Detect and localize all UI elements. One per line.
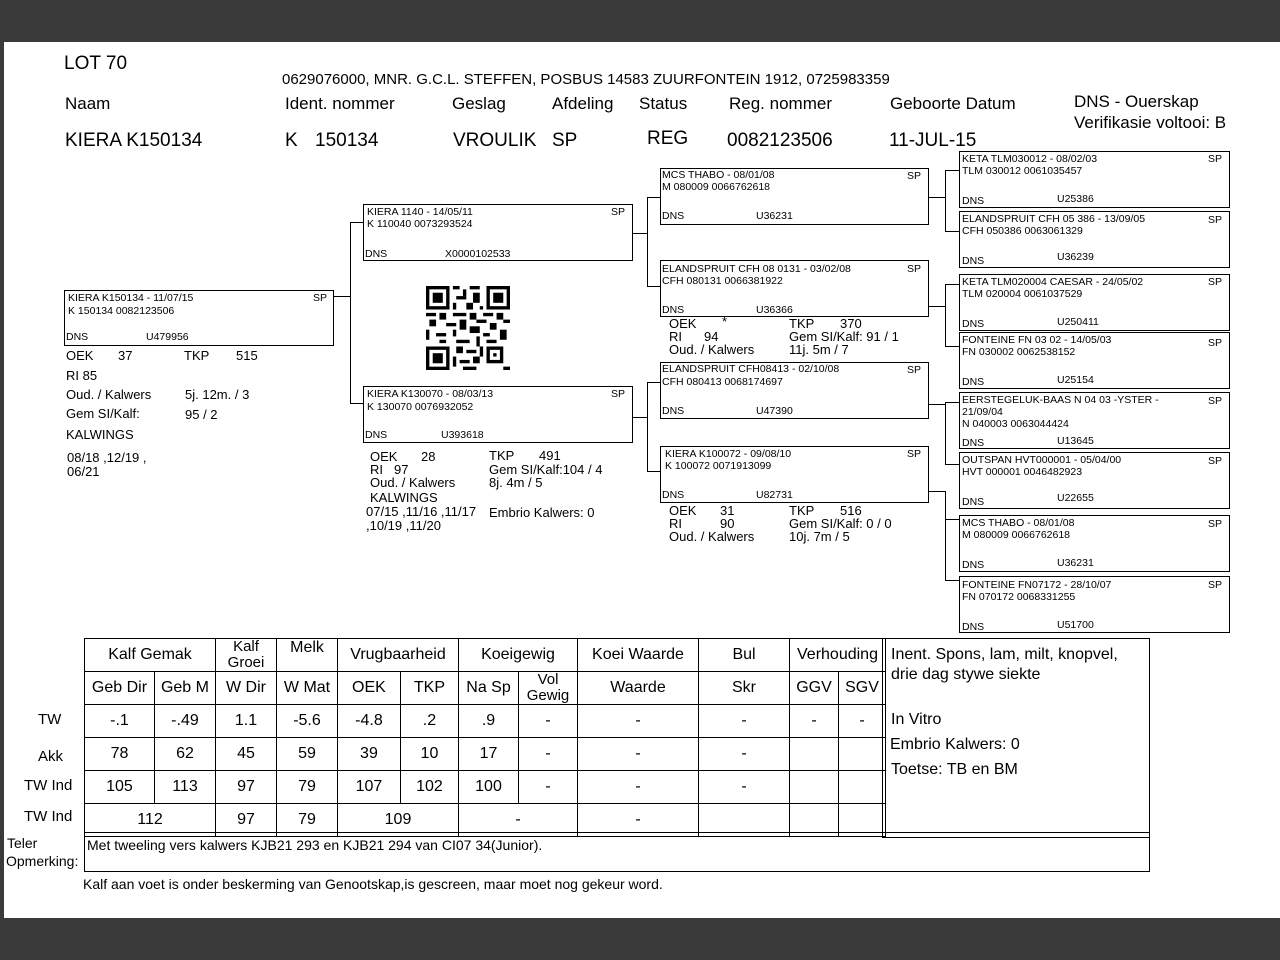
ggp-dns-code: U25154 bbox=[1057, 374, 1094, 386]
value-geboorte: 11-JUL-15 bbox=[889, 130, 977, 151]
connector bbox=[647, 382, 648, 472]
gp-id: K 100072 0071913099 bbox=[665, 460, 772, 472]
opmerking-label: Opmerking: bbox=[6, 853, 79, 869]
connector bbox=[350, 222, 364, 223]
table-cell: 79 bbox=[277, 804, 338, 837]
animal-tkp-label: TKP bbox=[184, 348, 210, 363]
ggp-sp: SP bbox=[1208, 395, 1223, 407]
ggp-id: N 040003 0063044424 bbox=[962, 418, 1069, 430]
table-cell: 100 bbox=[459, 771, 519, 804]
ggp-dns-code: U22655 bbox=[1057, 492, 1094, 504]
dam-oek-label: OEK bbox=[370, 449, 398, 464]
label-ident: Ident. nommer bbox=[285, 94, 395, 113]
connector bbox=[929, 491, 945, 492]
dam-oud: 8j. 4m / 5 bbox=[489, 475, 543, 490]
gp-oud: 11j. 5m / 7 bbox=[789, 342, 849, 357]
remark-text: Met tweeling vers kalwers KJB21 293 en KJB21 294 van CI07 34(Junior). bbox=[87, 837, 543, 853]
table-cell: 109 bbox=[338, 804, 459, 837]
ggp-dns: DNS bbox=[962, 376, 985, 388]
gp-box bbox=[660, 362, 929, 419]
gp-id: M 080009 0066762618 bbox=[662, 181, 771, 193]
ggp-title: OUTSPAN HVT000001 - 05/04/00 bbox=[962, 454, 1122, 466]
label-afdeling: Afdeling bbox=[552, 94, 614, 113]
connector bbox=[945, 402, 946, 465]
gp-oek: 31 bbox=[720, 503, 735, 518]
table-cell: 10 bbox=[400, 738, 458, 771]
gp-title: ELANDSPRUIT CFH08413 - 02/10/08 bbox=[662, 363, 840, 375]
animal-oek: 37 bbox=[118, 348, 133, 363]
notes-inent: Inent. Spons, lam, milt, knopvel, bbox=[891, 646, 1118, 663]
dam-dns: DNS bbox=[365, 429, 388, 441]
ggp-sp: SP bbox=[1208, 276, 1223, 288]
row-label: TW Ind bbox=[24, 807, 73, 825]
group-header: Bul bbox=[699, 639, 790, 672]
ggp-title-2: 21/09/04 bbox=[962, 406, 1003, 418]
sub-header: GGV bbox=[790, 672, 839, 705]
table-cell: -.1 bbox=[85, 705, 155, 738]
group-header: Verhouding bbox=[790, 639, 886, 672]
table-cell: 102 bbox=[400, 771, 458, 804]
table-cell bbox=[790, 738, 839, 771]
ggp-dns: DNS bbox=[962, 318, 985, 330]
ggp-sp: SP bbox=[1208, 455, 1223, 467]
ggp-box bbox=[959, 452, 1230, 509]
animal-title: KIERA K150134 - 11/07/15 bbox=[68, 292, 194, 304]
gp-sp: SP bbox=[907, 448, 922, 460]
connector bbox=[945, 170, 946, 232]
ggp-title: FONTEINE FN 03 02 - 14/05/03 bbox=[962, 334, 1112, 346]
ggp-dns: DNS bbox=[962, 195, 985, 207]
table-cell: 59 bbox=[277, 738, 338, 771]
gp-oud-label: Oud. / Kalwers bbox=[669, 529, 755, 544]
dam-ri: 97 bbox=[394, 462, 409, 477]
table-cell: - bbox=[578, 738, 699, 771]
table-cell: 112 bbox=[85, 804, 216, 837]
gp-title: ELANDSPRUIT CFH 08 0131 - 03/02/08 bbox=[662, 263, 851, 275]
gp-tkp: 370 bbox=[840, 316, 862, 331]
table-cell: 17 bbox=[459, 738, 519, 771]
value-ident-k: K bbox=[285, 130, 298, 151]
animal-kalw-dates2: 06/21 bbox=[67, 464, 100, 479]
notes-box bbox=[882, 638, 1150, 838]
gp-dns: DNS bbox=[662, 210, 685, 222]
notes-toetse: Toetse: TB en BM bbox=[891, 761, 1018, 778]
gp-id: CFH 080131 0066381922 bbox=[662, 275, 783, 287]
ggp-title: KETA TLM020004 CAESAR - 24/05/02 bbox=[962, 276, 1144, 288]
gp-box bbox=[660, 260, 929, 317]
gp-dns: DNS bbox=[662, 304, 685, 316]
table-cell: - bbox=[578, 771, 699, 804]
table-cell: 113 bbox=[154, 771, 215, 804]
table-cell: 1.1 bbox=[216, 705, 277, 738]
table-row bbox=[84, 738, 886, 771]
sire-sp: SP bbox=[611, 206, 626, 218]
gp-ri: 90 bbox=[720, 516, 735, 531]
label-status: Status bbox=[639, 94, 688, 113]
sub-header: W Dir bbox=[216, 672, 277, 705]
ggp-sp: SP bbox=[1208, 337, 1223, 349]
connector bbox=[929, 197, 945, 198]
group-header: Koei Waarde bbox=[578, 639, 699, 672]
sub-header: Geb M bbox=[154, 672, 215, 705]
row-label-cell bbox=[38, 738, 85, 771]
group-header: Kalf Gemak bbox=[85, 639, 216, 672]
gp-dns-code: U82731 bbox=[756, 489, 793, 501]
gp-dns-code: U36231 bbox=[756, 210, 793, 222]
dam-tkp: 491 bbox=[539, 448, 561, 463]
connector bbox=[945, 519, 959, 520]
table-cell: - bbox=[790, 705, 839, 738]
dam-kalw-dates2: ,10/19 ,11/20 bbox=[366, 518, 441, 533]
connector bbox=[945, 346, 959, 347]
gp-oek-star: * bbox=[722, 314, 728, 329]
row-label-cell bbox=[24, 771, 85, 804]
connector bbox=[647, 286, 661, 287]
dam-kalw-dates: 07/15 ,11/16 ,11/17 bbox=[366, 504, 477, 519]
label-dns: DNS - Ouerskap bbox=[1074, 92, 1199, 111]
pedigree-sheet bbox=[4, 42, 1280, 918]
breeding-values-table bbox=[24, 638, 886, 837]
label-verifikasie: Verifikasie voltooi: B bbox=[1074, 113, 1227, 132]
ggp-dns-code: U250411 bbox=[1057, 316, 1099, 328]
sub-header: OEK bbox=[338, 672, 401, 705]
sire-id: K 110040 0073293524 bbox=[367, 218, 473, 230]
ggp-title: FONTEINE FN07172 - 28/10/07 bbox=[962, 579, 1112, 591]
connector bbox=[945, 284, 959, 285]
ggp-id: FN 030002 0062538152 bbox=[962, 346, 1076, 358]
table-sub-row bbox=[84, 672, 886, 705]
sire-box bbox=[363, 204, 633, 261]
table-cell: 97 bbox=[216, 804, 277, 837]
group-header: Melk bbox=[277, 639, 338, 672]
dam-embrio: Embrio Kalwers: 0 bbox=[489, 505, 595, 520]
dam-title: KIERA K130070 - 08/03/13 bbox=[367, 388, 494, 400]
gp-gem: Gem SI/Kalf: 91 / 1 bbox=[789, 329, 899, 344]
ggp-title: KETA TLM030012 - 08/02/03 bbox=[962, 153, 1098, 165]
notes-embrio: Embrio Kalwers: 0 bbox=[890, 736, 1020, 753]
connector bbox=[350, 222, 351, 404]
animal-id: K 150134 0082123506 bbox=[68, 305, 175, 317]
animal-gem: 95 / 2 bbox=[185, 407, 218, 422]
ggp-id: FN 070172 0068331255 bbox=[962, 591, 1076, 603]
table-cell: 105 bbox=[85, 771, 155, 804]
sire-dns: DNS bbox=[365, 248, 388, 260]
dam-sp: SP bbox=[611, 388, 626, 400]
gp-dns: DNS bbox=[662, 489, 685, 501]
connector bbox=[945, 402, 959, 403]
dam-gem: Gem SI/Kalf:104 / 4 bbox=[489, 462, 603, 477]
animal-kalwings: KALWINGS bbox=[66, 427, 134, 442]
gp-dns-code: U36366 bbox=[756, 304, 793, 316]
sire-title: KIERA 1140 - 14/05/11 bbox=[367, 206, 473, 218]
animal-box bbox=[64, 290, 334, 346]
ggp-dns-code: U25386 bbox=[1057, 193, 1094, 205]
animal-oud-label: Oud. / Kalwers bbox=[66, 387, 152, 402]
row-label: TW bbox=[38, 710, 62, 728]
table-cell: - bbox=[578, 804, 699, 837]
footer-note: Kalf aan voet is onder beskerming van Genootskap,is gescreen, maar moet nog gekeur word. bbox=[83, 876, 663, 892]
group-header: Koeigewig bbox=[459, 639, 578, 672]
group-header: Vrugbaarheid bbox=[338, 639, 459, 672]
table-group-row bbox=[84, 639, 886, 672]
table-cell: -4.8 bbox=[338, 705, 401, 738]
ggp-id: TLM 030012 0061035457 bbox=[962, 165, 1083, 177]
sub-header: TKP bbox=[400, 672, 458, 705]
connector bbox=[633, 417, 647, 418]
lot-number: LOT 70 bbox=[64, 53, 128, 74]
sub-header: Vol Gewig bbox=[519, 672, 578, 705]
sub-header: Geb Dir bbox=[85, 672, 155, 705]
gp-ri-label: RI bbox=[669, 329, 682, 344]
gp-box bbox=[660, 446, 929, 503]
sub-header: Skr bbox=[699, 672, 790, 705]
dam-box bbox=[363, 386, 633, 443]
table-cell: - bbox=[519, 705, 578, 738]
table-cell: 97 bbox=[216, 771, 277, 804]
connector bbox=[647, 382, 661, 383]
dam-ri-label: RI bbox=[370, 462, 383, 477]
gp-title: KIERA K100072 - 09/08/10 bbox=[665, 448, 792, 460]
connector bbox=[945, 580, 959, 581]
table-cell: 62 bbox=[154, 738, 215, 771]
row-label: Akk bbox=[38, 747, 64, 765]
table-cell bbox=[790, 771, 839, 804]
animal-dns: DNS bbox=[66, 331, 89, 343]
qr-code-icon bbox=[424, 286, 512, 370]
connector bbox=[945, 491, 946, 581]
connector bbox=[647, 197, 661, 198]
gp-sp: SP bbox=[907, 263, 922, 275]
value-status: REG bbox=[647, 128, 689, 149]
ggp-dns: DNS bbox=[962, 255, 985, 267]
table-cell: .2 bbox=[400, 705, 458, 738]
connector bbox=[945, 170, 959, 171]
value-geslag: VROULIK bbox=[453, 130, 537, 151]
gp-ri: 94 bbox=[704, 329, 719, 344]
connector bbox=[334, 296, 350, 297]
label-geboorte: Geboorte Datum bbox=[890, 94, 1016, 113]
ggp-id: TLM 020004 0061037529 bbox=[962, 288, 1083, 300]
table-cell: 45 bbox=[216, 738, 277, 771]
gp-tkp-label: TKP bbox=[789, 503, 815, 518]
animal-kalw-dates: 08/18 ,12/19 , bbox=[67, 450, 147, 465]
gp-dns-code: U47390 bbox=[756, 405, 793, 417]
ggp-title: EERSTEGELUK-BAAS N 04 03 -YSTER - bbox=[962, 394, 1159, 406]
ggp-box bbox=[959, 392, 1230, 449]
animal-oud: 5j. 12m. / 3 bbox=[185, 387, 250, 402]
breeder-line: 0629076000, MNR. G.C.L. STEFFEN, POSBUS 14583 ZUURFONTEIN 1912, 0725983359 bbox=[282, 71, 890, 88]
gp-oud-label: Oud. / Kalwers bbox=[669, 342, 755, 357]
gp-sp: SP bbox=[907, 170, 922, 182]
sub-header: SGV bbox=[839, 672, 886, 705]
gp-dns: DNS bbox=[662, 405, 685, 417]
value-afdeling: SP bbox=[552, 130, 578, 151]
gp-id: CFH 080413 0068174697 bbox=[662, 376, 783, 388]
table-cell: - bbox=[578, 705, 699, 738]
gp-tkp: 516 bbox=[840, 503, 862, 518]
dam-id: K 130070 0076932052 bbox=[367, 401, 474, 413]
table-cell: 107 bbox=[338, 771, 401, 804]
table-row bbox=[84, 705, 886, 738]
animal-oek-label: OEK bbox=[66, 348, 94, 363]
animal-gem-label: Gem SI/Kalf: bbox=[66, 406, 140, 421]
connector bbox=[945, 284, 946, 347]
ggp-dns: DNS bbox=[962, 496, 985, 508]
gp-box bbox=[660, 168, 929, 225]
ggp-dns: DNS bbox=[962, 621, 985, 633]
group-header: Kalf Groei bbox=[216, 639, 277, 672]
gp-oek-label: OEK bbox=[669, 316, 697, 331]
connector bbox=[633, 233, 647, 234]
value-naam: KIERA K150134 bbox=[65, 130, 203, 151]
ggp-id: CFH 050386 0063061329 bbox=[962, 225, 1083, 237]
connector bbox=[929, 306, 945, 307]
table-cell: - bbox=[699, 705, 790, 738]
connector bbox=[647, 471, 661, 472]
ggp-title: ELANDSPRUIT CFH 05 386 - 13/09/05 bbox=[962, 213, 1146, 225]
sub-header: W Mat bbox=[277, 672, 338, 705]
ggp-dns-code: U36239 bbox=[1057, 251, 1094, 263]
label-geslag: Geslag bbox=[452, 94, 506, 113]
ggp-box bbox=[959, 211, 1230, 268]
notes-in-vitro: In Vitro bbox=[891, 711, 942, 728]
gp-tkp-label: TKP bbox=[789, 316, 815, 331]
ggp-sp: SP bbox=[1208, 153, 1223, 165]
gp-gem: Gem SI/Kalf: 0 / 0 bbox=[789, 516, 892, 531]
table-cell: -5.6 bbox=[277, 705, 338, 738]
dam-oek: 28 bbox=[421, 449, 436, 464]
row-label-cell bbox=[38, 705, 85, 738]
table-row bbox=[84, 771, 886, 804]
table-cell: - bbox=[839, 705, 886, 738]
ggp-dns-code: U51700 bbox=[1057, 619, 1094, 631]
ggp-dns: DNS bbox=[962, 559, 985, 571]
connector bbox=[945, 464, 959, 465]
gp-sp: SP bbox=[907, 364, 922, 376]
table-cell: - bbox=[519, 738, 578, 771]
ggp-dns: DNS bbox=[962, 437, 985, 449]
ggp-box bbox=[959, 332, 1230, 389]
ggp-box bbox=[959, 274, 1230, 331]
animal-tkp: 515 bbox=[236, 348, 258, 363]
connector bbox=[929, 404, 945, 405]
dam-oud-label: Oud. / Kalwers bbox=[370, 475, 456, 490]
table-cell: 79 bbox=[277, 771, 338, 804]
ggp-dns-code: U36231 bbox=[1057, 557, 1094, 569]
sub-header: Waarde bbox=[578, 672, 699, 705]
ggp-id: HVT 000001 0046482923 bbox=[962, 466, 1083, 478]
table-cell: 39 bbox=[338, 738, 401, 771]
notes-inent-2: drie dag stywe siekte bbox=[891, 666, 1041, 683]
table-cell: .9 bbox=[459, 705, 519, 738]
animal-sp: SP bbox=[313, 292, 328, 304]
sire-dns-code: X0000102533 bbox=[445, 248, 511, 260]
connector bbox=[945, 231, 959, 232]
dam-kalwings: KALWINGS bbox=[370, 490, 438, 505]
teler-label: Teler bbox=[7, 835, 38, 851]
gp-oek-label: OEK bbox=[669, 503, 697, 518]
ggp-box bbox=[959, 151, 1230, 208]
gp-title: MCS THABO - 08/01/08 bbox=[662, 169, 775, 181]
ggp-title: MCS THABO - 08/01/08 bbox=[962, 517, 1075, 529]
connector bbox=[350, 403, 364, 404]
ggp-sp: SP bbox=[1208, 518, 1223, 530]
animal-ri: RI 85 bbox=[66, 368, 98, 383]
dam-tkp-label: TKP bbox=[489, 448, 515, 463]
value-ident-num: 150134 bbox=[315, 130, 379, 151]
label-reg: Reg. nommer bbox=[729, 94, 832, 113]
table-cell: -.49 bbox=[154, 705, 215, 738]
table-cell: - bbox=[519, 771, 578, 804]
table-cell: - bbox=[459, 804, 578, 837]
ggp-dns-code: U13645 bbox=[1057, 435, 1094, 447]
ggp-sp: SP bbox=[1208, 214, 1223, 226]
table-cell: - bbox=[699, 738, 790, 771]
ggp-box bbox=[959, 515, 1230, 572]
ggp-id: M 080009 0066762618 bbox=[962, 529, 1071, 541]
gp-ri-label: RI bbox=[669, 516, 682, 531]
remark-box bbox=[84, 832, 1150, 872]
value-reg: 0082123506 bbox=[727, 130, 833, 151]
ggp-sp: SP bbox=[1208, 579, 1223, 591]
ggp-box bbox=[959, 576, 1230, 633]
gp-oud: 10j. 7m / 5 bbox=[789, 529, 850, 544]
table-cell bbox=[839, 771, 886, 804]
row-label: TW Ind bbox=[24, 776, 73, 794]
sub-header: Na Sp bbox=[459, 672, 519, 705]
label-naam: Naam bbox=[65, 94, 111, 113]
table-cell: 78 bbox=[85, 738, 155, 771]
table-cell: - bbox=[699, 771, 790, 804]
table-cell bbox=[839, 738, 886, 771]
connector bbox=[647, 197, 648, 287]
animal-dns-code: U479956 bbox=[146, 331, 189, 343]
dam-dns-code: U393618 bbox=[441, 429, 484, 441]
